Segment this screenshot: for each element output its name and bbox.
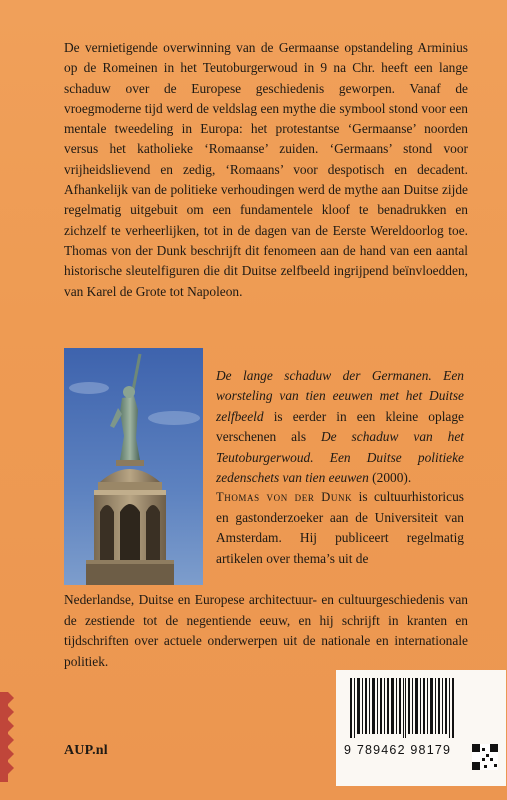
author-bio-continued: Nederlandse, Duitse en Europese architectuur- en cultuurgeschiedenis van de zestiende tot de negentiende eeuw, en hij schrijft in kranten en tijdschriften over actuele onderwerpen uit de nationale en internationale politiek. — [64, 592, 468, 669]
blurb-paragraph: De vernietigende overwinning van de Germaanse opstandeling Arminius op de Romeinen in het Teutoburgerwoud in 9 na Chr. heeft een lange schaduw over de Europese geschiedenis geworpen. Vanaf de vroegmoderne tijd werd de veldslag een mythe die symbool stond voor een mentale tweedeling in Europa: het protestantse ‘Germaanse’ noorden versus het katholieke ‘Romaanse’ zuiden. ‘Germaans’ stond voor vrijheidslievend en zedig, ‘Romaans’ voor despotisch en decadent. Afhankelijk van de politieke verhoudingen werd de mythe aan Duitse zijde regelmatig uitgebuit om een fundamentele kloof te benadrukken en zichzelf te verheerlijken, tot in de dagen van de Eerste Wereldoorlog toe. Thomas von der Dunk beschrijft dit fenomeen aan de hand van een aantal historische sleutelfiguren die dit Duitse zelfbeeld ingrijpend beïnvloedden, van Karel de Grote tot Napoleon. — [64, 40, 468, 299]
earlier-title: De schaduw van het Teutoburgerwoud. Een Duitse politieke zedenschets van tien eeuwen — [216, 429, 465, 486]
monument-illustration — [64, 348, 203, 585]
publisher-logo: AUP.nl — [64, 743, 108, 758]
barcode-area — [336, 670, 506, 786]
barcode-icon — [336, 670, 506, 786]
hermann-monument-photo — [64, 348, 203, 585]
isbn-digits: 9 789462 98179 — [344, 743, 452, 757]
qr-code-icon — [472, 744, 498, 770]
author-name: Thomas von der Dunk — [216, 490, 353, 504]
blurb-text — [64, 38, 468, 302]
author-bio — [216, 487, 464, 569]
decorative-strip-icon — [0, 692, 14, 782]
edition-note — [216, 366, 464, 488]
edition-year: (2000). — [368, 470, 412, 486]
author-bio-text: is cultuurhistoricus en gastonderzoeker aan de Universiteit van Amsterdam. Hij publiceert regelmatig artikelen over thema’s uit de — [216, 489, 464, 566]
current-title: De lange schaduw der Germanen. Een worsteling van tien eeuwen met het Duitse zelfbeeld — [216, 368, 464, 424]
edition-note-text: is eerder in een kleine oplage verschenen als — [216, 408, 464, 445]
